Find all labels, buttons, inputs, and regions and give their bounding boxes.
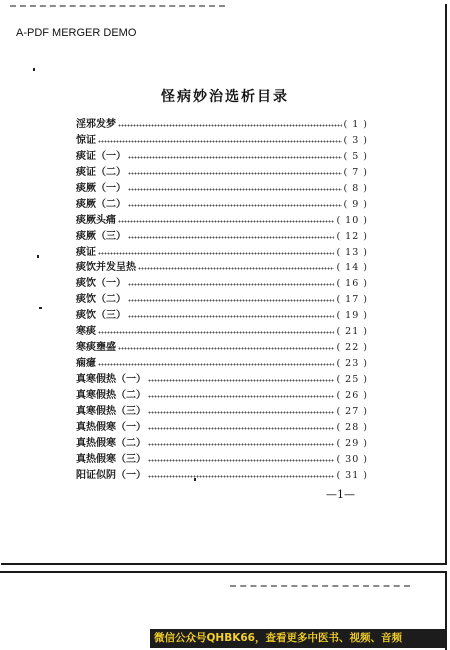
bottom-dashed-divider xyxy=(230,585,410,587)
toc-entry-title: 痰饮并发呈热 xyxy=(76,262,136,274)
toc-entry-title: 痰厥头痛 xyxy=(76,214,116,226)
toc-entry-page: ( 1 ) xyxy=(343,119,368,130)
toc-entry-title: 痰证（二） xyxy=(76,166,126,178)
toc-entry-page: ( 22 ) xyxy=(336,342,368,354)
toc-entry xyxy=(76,163,368,179)
toc-entry xyxy=(76,338,368,354)
toc-dot-leader xyxy=(148,438,334,446)
toc-entry xyxy=(76,402,368,418)
toc-entry-page: ( 25 ) xyxy=(336,374,368,385)
toc-entry xyxy=(76,370,368,386)
toc-entry-page: ( 3 ) xyxy=(343,134,368,146)
toc-entry-page: ( 8 ) xyxy=(343,182,368,194)
toc-entry-title: 痰证 xyxy=(76,246,96,258)
toc-dot-leader xyxy=(128,231,334,239)
toc-dot-leader xyxy=(128,310,334,318)
toc-entry-page: ( 13 ) xyxy=(336,246,368,258)
scan-speck xyxy=(39,307,42,309)
toc-dot-leader xyxy=(98,358,334,366)
toc-entry-page: ( 16 ) xyxy=(336,278,368,290)
toc-dot-leader xyxy=(138,262,334,270)
toc-entry xyxy=(76,354,368,370)
toc-dot-leader xyxy=(118,342,334,350)
demo-watermark-label: A-PDF MERGER DEMO xyxy=(16,27,137,39)
toc-entry xyxy=(76,115,368,131)
toc-entry-title: 痫癔 xyxy=(76,358,96,370)
toc-entry-title: 痰饮（二） xyxy=(76,294,126,306)
toc-entry-page: ( 30 ) xyxy=(336,453,368,465)
toc-entry-page: ( 9 ) xyxy=(343,198,368,210)
toc-dot-leader xyxy=(128,278,334,286)
toc-entry-title: 痰饮（一） xyxy=(76,278,126,290)
toc-entry xyxy=(76,290,368,306)
toc-entry-title: 痰厥（三） xyxy=(76,230,126,242)
toc-dot-leader xyxy=(128,199,342,207)
toc-dot-leader xyxy=(128,167,342,175)
toc-dot-leader xyxy=(148,406,334,414)
table-of-contents xyxy=(76,115,368,482)
toc-dot-leader xyxy=(128,183,342,191)
scan-speck xyxy=(33,68,35,71)
toc-dot-leader xyxy=(98,326,334,334)
toc-entry xyxy=(76,227,368,243)
toc-entry-title: 痰饮（三） xyxy=(76,310,126,322)
toc-entry-page: ( 21 ) xyxy=(336,326,368,338)
toc-entry xyxy=(76,195,368,211)
toc-entry-page: ( 27 ) xyxy=(336,405,368,417)
toc-dot-leader xyxy=(118,215,334,223)
toc-dot-leader xyxy=(148,374,334,382)
page-title: 怪病妙治选析目录 xyxy=(161,89,289,105)
toc-dot-leader xyxy=(148,422,334,430)
toc-dot-leader xyxy=(118,119,342,127)
toc-entry-title: 痰厥（一） xyxy=(76,182,126,194)
toc-entry-title: 真寒假热（一） xyxy=(76,374,146,385)
toc-entry-title: 痰厥（二） xyxy=(76,198,126,210)
toc-dot-leader xyxy=(128,294,334,302)
wechat-watermark-banner: 微信公众号QHBK66，查看更多中医书、视频、音频 xyxy=(150,629,446,648)
toc-dot-leader xyxy=(148,454,334,462)
toc-dot-leader xyxy=(148,470,334,478)
toc-entry-page: ( 17 ) xyxy=(336,294,368,306)
toc-entry-page: ( 23 ) xyxy=(336,358,368,370)
toc-entry-title: 真热假寒（一） xyxy=(76,421,146,433)
scan-speck xyxy=(37,255,39,258)
toc-entry xyxy=(76,418,368,434)
toc-entry xyxy=(76,450,368,466)
toc-entry xyxy=(76,274,368,290)
toc-entry xyxy=(76,258,368,274)
toc-entry-page: ( 26 ) xyxy=(336,389,368,401)
toc-entry-page: ( 12 ) xyxy=(336,230,368,242)
toc-entry-title: 痰证（一） xyxy=(76,150,126,162)
toc-dot-leader xyxy=(98,247,334,255)
toc-entry xyxy=(76,179,368,195)
toc-entry-page: ( 14 ) xyxy=(336,262,368,274)
toc-entry-title: 寒痰 xyxy=(76,326,96,338)
toc-dot-leader xyxy=(98,135,342,143)
toc-entry-page: ( 7 ) xyxy=(343,166,368,178)
toc-entry xyxy=(76,306,368,322)
toc-entry-title: 寒痰壅盛 xyxy=(76,342,116,354)
toc-entry-title: 阳证似阴（一） xyxy=(76,469,146,481)
toc-entry-page: ( 19 ) xyxy=(336,310,368,322)
toc-entry-title: 惊证 xyxy=(76,134,96,146)
toc-entry-page: ( 28 ) xyxy=(336,421,368,433)
toc-entry-title: 真热假寒（三） xyxy=(76,453,146,465)
toc-entry-title: 淫邪发梦 xyxy=(76,119,116,130)
toc-entry xyxy=(76,243,368,259)
toc-entry xyxy=(76,386,368,402)
toc-entry-title: 真热假寒（二） xyxy=(76,437,146,449)
toc-entry xyxy=(76,434,368,450)
toc-dot-leader xyxy=(148,390,334,398)
toc-entry-page: ( 5 ) xyxy=(343,150,368,162)
toc-entry-title: 真寒假热（三） xyxy=(76,405,146,417)
toc-entry xyxy=(76,322,368,338)
page-number: —1— xyxy=(326,488,355,501)
toc-entry xyxy=(76,466,368,482)
toc-entry-page: ( 31 ) xyxy=(336,469,368,481)
toc-entry xyxy=(76,211,368,227)
toc-entry xyxy=(76,131,368,147)
toc-entry-page: ( 10 ) xyxy=(336,214,368,226)
toc-entry-page: ( 29 ) xyxy=(336,437,368,449)
toc-entry xyxy=(76,147,368,163)
toc-entry-title: 真寒假热（二） xyxy=(76,389,146,401)
toc-dot-leader xyxy=(128,151,342,159)
